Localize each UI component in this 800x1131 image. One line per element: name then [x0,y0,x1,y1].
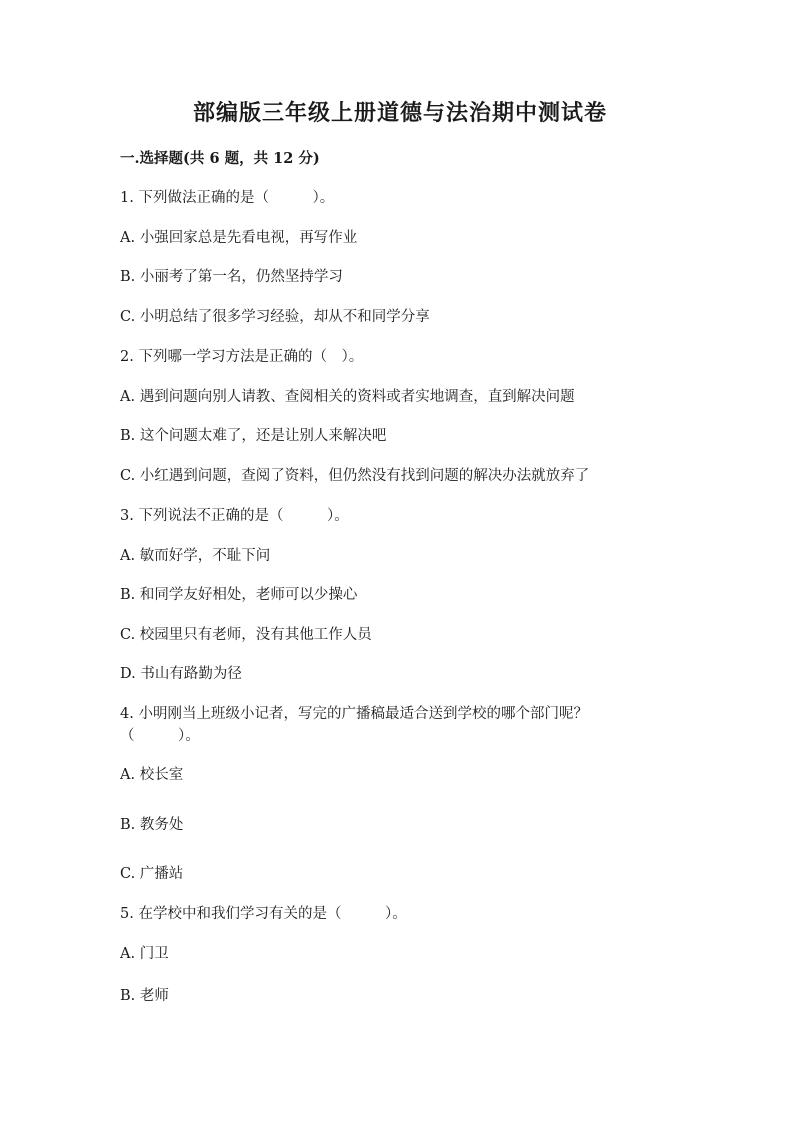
question-1-option-a: A. 小强回家总是先看电视，再写作业 [120,230,358,246]
question-1-option-b: B. 小丽考了第一名，仍然坚持学习 [120,269,343,285]
question-2-option-a: A. 遇到问题向别人请教、查阅相关的资料或者实地调查，直到解决问题 [120,389,575,405]
question-3-stem: 3. 下列说法不正确的是（ ）。 [120,508,349,524]
question-3-option-b: B. 和同学友好相处，老师可以少操心 [120,587,358,603]
question-4-option-b: B. 教务处 [120,817,184,833]
question-4-stem: 4. 小明刚当上班级小记者，写完的广播稿最适合送到学校的哪个部门呢？（ ）。 [120,706,588,744]
question-3-option-c: C. 校园里只有老师，没有其他工作人员 [120,627,372,643]
question-1-stem: 1. 下列做法正确的是（ ）。 [120,190,335,206]
question-2-option-c: C. 小红遇到问题，查阅了资料，但仍然没有找到问题的解决办法就放弃了 [120,468,590,484]
question-2-stem: 2. 下列哪一学习方法是正确的（ ）。 [120,349,364,365]
section-heading: 一.选择题(共 6 题，共 12 分) [120,150,320,167]
question-3-option-a: A. 敏而好学，不耻下问 [120,548,271,564]
question-3-option-d: D. 书山有路勤为径 [120,666,242,682]
question-4-option-a: A. 校长室 [120,767,184,783]
question-4-option-c: C. 广播站 [120,866,184,882]
question-5-option-a: A. 门卫 [120,946,169,962]
question-1-option-c: C. 小明总结了很多学习经验，却从不和同学分享 [120,309,430,325]
question-5-option-b: B. 老师 [120,988,169,1004]
question-5-stem: 5. 在学校中和我们学习有关的是（ ）。 [120,906,407,922]
page-title: 部编版三年级上册道德与法治期中测试卷 [192,100,607,126]
question-2-option-b: B. 这个问题太难了，还是让别人来解决吧 [120,428,387,444]
